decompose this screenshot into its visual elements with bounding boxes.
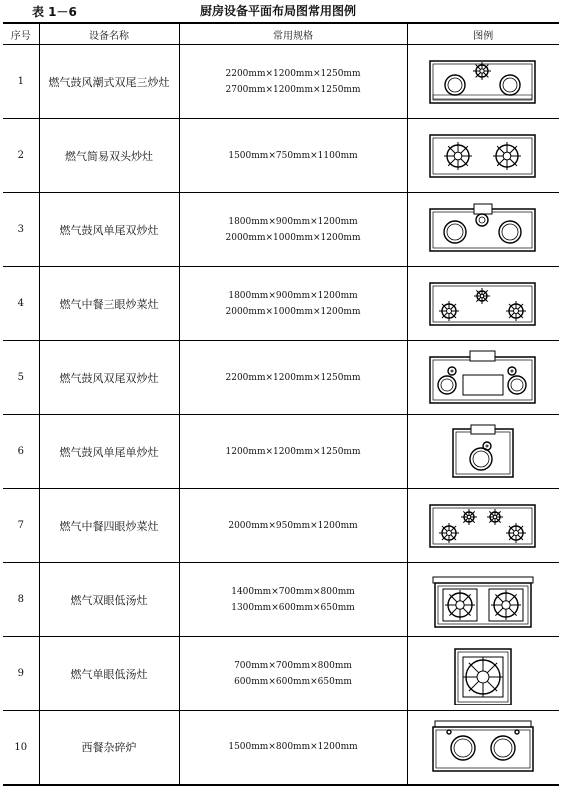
equipment-legend-table bbox=[3, 22, 559, 786]
spec-line: 1400mm×700mm×800mm bbox=[231, 586, 355, 597]
table-row bbox=[3, 415, 559, 489]
four-burner-chinese-stove-icon bbox=[425, 495, 541, 557]
legend-cell bbox=[407, 341, 559, 415]
simple-double-burner-icon bbox=[425, 125, 541, 187]
table-row bbox=[3, 489, 559, 563]
row-number: 8 bbox=[3, 563, 39, 637]
header-name: 设备名称 bbox=[39, 23, 179, 45]
table-row bbox=[3, 341, 559, 415]
row-number: 7 bbox=[3, 489, 39, 563]
spec-line: 2000mm×1000mm×1200mm bbox=[225, 306, 361, 317]
spec-line: 1500mm×750mm×1100mm bbox=[228, 150, 358, 161]
single-low-stock-pot-stove-icon bbox=[425, 643, 541, 705]
single-wok-stove-icon bbox=[425, 421, 541, 483]
spec-line: 2200mm×1200mm×1250mm bbox=[225, 372, 361, 383]
spec-line: 700mm×700mm×800mm bbox=[234, 660, 352, 671]
equipment-spec bbox=[179, 711, 407, 785]
equipment-name: 燃气双眼低汤灶 bbox=[39, 563, 179, 637]
legend-cell bbox=[407, 119, 559, 193]
table-title: 厨房设备平面布局图常用图例 bbox=[200, 4, 357, 18]
equipment-name: 燃气单眼低汤灶 bbox=[39, 637, 179, 711]
equipment-name: 燃气中餐三眼炒菜灶 bbox=[39, 267, 179, 341]
legend-cell bbox=[407, 563, 559, 637]
equipment-name: 燃气简易双头炒灶 bbox=[39, 119, 179, 193]
legend-cell bbox=[407, 193, 559, 267]
table-row bbox=[3, 119, 559, 193]
legend-cell bbox=[407, 489, 559, 563]
equipment-name: 燃气鼓风单尾双炒灶 bbox=[39, 193, 179, 267]
three-burner-chinese-stove-icon bbox=[425, 273, 541, 335]
equipment-spec bbox=[179, 119, 407, 193]
row-number: 2 bbox=[3, 119, 39, 193]
equipment-name: 燃气鼓风单尾单炒灶 bbox=[39, 415, 179, 489]
table-number: 表 1－6 bbox=[32, 5, 77, 19]
legend-cell bbox=[407, 711, 559, 785]
equipment-spec bbox=[179, 563, 407, 637]
legend-cell bbox=[407, 415, 559, 489]
equipment-spec bbox=[179, 193, 407, 267]
equipment-spec bbox=[179, 45, 407, 119]
spec-line: 600mm×600mm×650mm bbox=[234, 676, 352, 687]
row-number: 5 bbox=[3, 341, 39, 415]
double-tail-double-wok-icon bbox=[425, 347, 541, 409]
spec-line: 1800mm×900mm×1200mm bbox=[228, 290, 358, 301]
spec-line: 1500mm×800mm×1200mm bbox=[228, 742, 358, 753]
equipment-name: 西餐杂碎炉 bbox=[39, 711, 179, 785]
spec-line: 1800mm×900mm×1200mm bbox=[228, 216, 358, 227]
equipment-name: 燃气鼓风潮式双尾三炒灶 bbox=[39, 45, 179, 119]
header-no: 序号 bbox=[3, 23, 39, 45]
table-row bbox=[3, 711, 559, 785]
equipment-spec bbox=[179, 341, 407, 415]
table-row bbox=[3, 267, 559, 341]
spec-line: 2700mm×1200mm×1250mm bbox=[225, 84, 361, 95]
row-number: 9 bbox=[3, 637, 39, 711]
spec-line: 2000mm×1000mm×1200mm bbox=[225, 232, 361, 243]
row-number: 3 bbox=[3, 193, 39, 267]
row-number: 6 bbox=[3, 415, 39, 489]
row-number: 1 bbox=[3, 45, 39, 119]
western-range-icon bbox=[425, 716, 541, 778]
spec-line: 2200mm×1200mm×1250mm bbox=[225, 68, 361, 79]
equipment-spec bbox=[179, 637, 407, 711]
header-spec: 常用规格 bbox=[179, 23, 407, 45]
spec-line: 2000mm×950mm×1200mm bbox=[228, 520, 358, 531]
table-caption bbox=[0, 0, 563, 22]
spec-line: 1200mm×1200mm×1250mm bbox=[225, 446, 361, 457]
triple-wok-stove-icon bbox=[425, 51, 541, 113]
equipment-name: 燃气中餐四眼炒菜灶 bbox=[39, 489, 179, 563]
equipment-spec bbox=[179, 267, 407, 341]
table-row bbox=[3, 563, 559, 637]
legend-cell bbox=[407, 637, 559, 711]
legend-cell bbox=[407, 267, 559, 341]
header-legend: 图例 bbox=[407, 23, 559, 45]
table-row bbox=[3, 637, 559, 711]
double-low-stock-pot-stove-icon bbox=[425, 569, 541, 631]
header-row bbox=[3, 23, 559, 45]
table-row bbox=[3, 193, 559, 267]
table-row bbox=[3, 45, 559, 119]
spec-line: 1300mm×600mm×650mm bbox=[231, 602, 355, 613]
single-tail-double-wok-icon bbox=[425, 199, 541, 261]
row-number: 4 bbox=[3, 267, 39, 341]
equipment-spec bbox=[179, 415, 407, 489]
row-number: 10 bbox=[3, 711, 39, 785]
equipment-name: 燃气鼓风双尾双炒灶 bbox=[39, 341, 179, 415]
equipment-spec bbox=[179, 489, 407, 563]
legend-cell bbox=[407, 45, 559, 119]
